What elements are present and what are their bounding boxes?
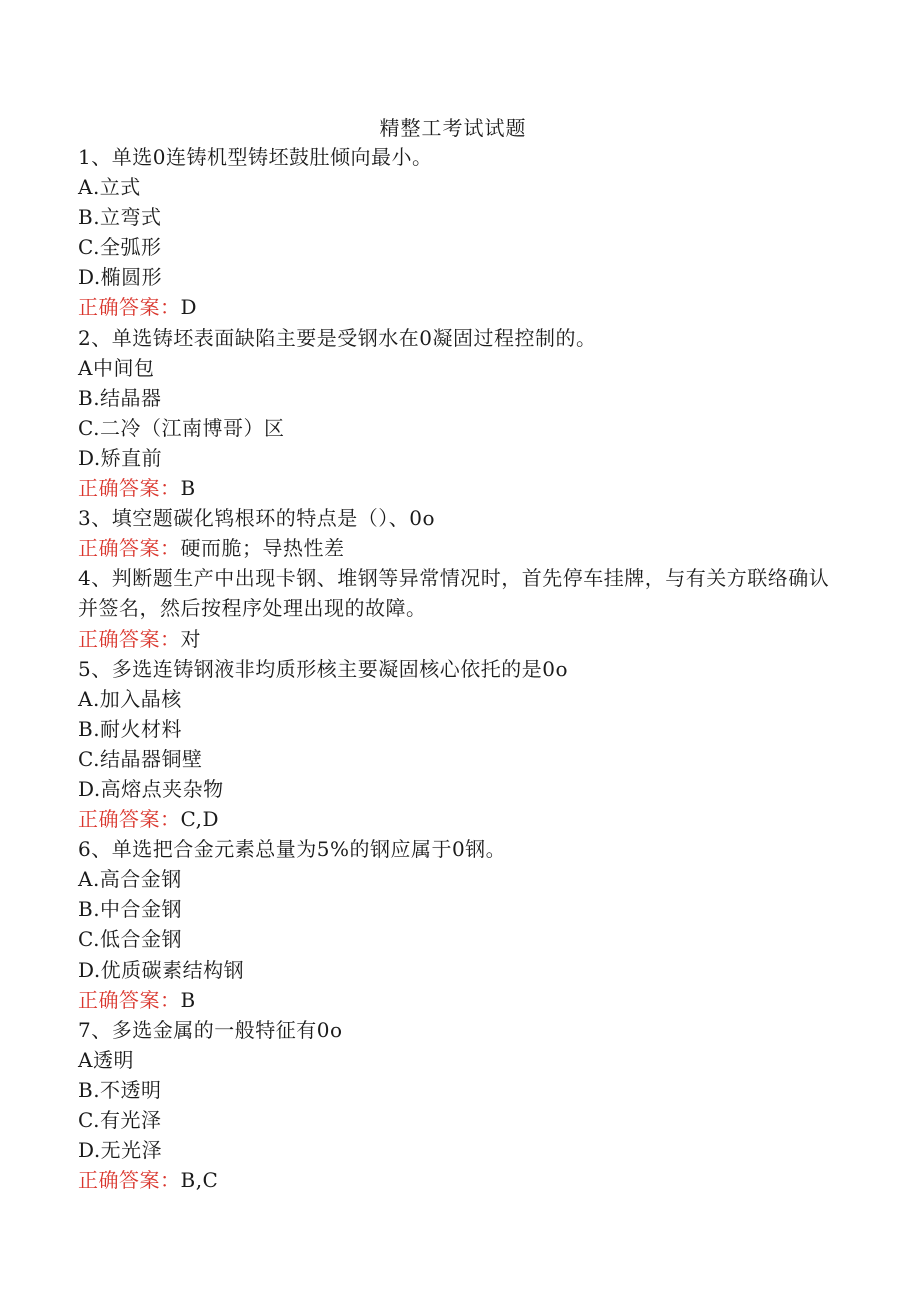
question-stem: 2、单选铸坯表面缺陷主要是受钢水在0凝固过程控制的。 xyxy=(78,325,597,350)
answer-value: 硬而脆；导热性差 xyxy=(180,536,345,561)
question-stem: 3、填空题碳化鸨根环的特点是（）、0o xyxy=(78,506,435,531)
option-d: D.矫直前 xyxy=(78,445,163,470)
answer-line xyxy=(78,804,838,834)
answer-line xyxy=(78,533,838,563)
answer-line xyxy=(78,624,838,654)
answer-value: B,C xyxy=(180,1168,219,1193)
answer-value: D xyxy=(180,295,198,320)
answer-value: C,D xyxy=(180,807,219,832)
option-c: C.有光泽 xyxy=(78,1108,162,1132)
answer-label: 正确答案： xyxy=(78,295,181,320)
answer-label: 正确答案： xyxy=(78,536,181,561)
answer-label: 正确答案： xyxy=(78,476,181,501)
page-title: 精整工考试试题 xyxy=(379,116,527,140)
question-list xyxy=(78,142,838,1195)
answer-line xyxy=(78,1165,838,1195)
option-b: B.立弯式 xyxy=(78,205,162,230)
answer-value: B xyxy=(180,476,196,501)
question-stem: 7、多选金属的一般特征有0o xyxy=(78,1017,343,1042)
option-a: A透明 xyxy=(78,1047,134,1072)
option-d: D.无光泽 xyxy=(78,1138,163,1163)
question-4 xyxy=(78,563,838,653)
answer-label: 正确答案： xyxy=(78,807,181,832)
option-c: C.全弧形 xyxy=(78,235,162,260)
option-c: C.结晶器铜壁 xyxy=(78,746,203,771)
option-a: A.高合金钢 xyxy=(78,867,182,892)
option-a: A.加入晶核 xyxy=(78,686,182,711)
answer-line xyxy=(78,473,838,503)
question-2 xyxy=(78,323,838,504)
question-1 xyxy=(78,142,838,323)
answer-label: 正确答案： xyxy=(78,987,181,1012)
question-7 xyxy=(78,1015,838,1196)
option-c: C.低合金钢 xyxy=(78,927,182,952)
question-stem: 6、单选把合金元素总量为5%的钢应属于0钢。 xyxy=(78,837,507,862)
option-b: B.不透明 xyxy=(78,1077,162,1102)
option-a: A中间包 xyxy=(78,355,155,380)
question-6 xyxy=(78,834,838,1015)
answer-label: 正确答案： xyxy=(78,1168,181,1193)
option-a: A.立式 xyxy=(78,175,141,200)
answer-value: B xyxy=(180,987,196,1012)
option-d: D.椭圆形 xyxy=(78,265,163,290)
option-d: D.高熔点夹杂物 xyxy=(78,776,224,801)
answer-value: 对 xyxy=(180,626,201,651)
question-stem: 4、判断题生产中出现卡钢、堆钢等异常情况时，首先停车挂牌，与有关方联络确认并签名，然后按程序处理出现的故障。 xyxy=(78,566,830,621)
question-5 xyxy=(78,654,838,835)
option-c: C.二冷（江南博哥）区 xyxy=(78,415,285,440)
option-b: B.结晶器 xyxy=(78,385,162,410)
answer-line xyxy=(78,985,838,1015)
option-d: D.优质碳素结构钢 xyxy=(78,957,245,982)
question-stem: 5、多选连铸钢液非均质形核主要凝固核心依托的是0o xyxy=(78,656,568,681)
answer-label: 正确答案： xyxy=(78,626,181,651)
answer-line xyxy=(78,292,838,322)
option-b: B.耐火材料 xyxy=(78,716,183,741)
question-stem: 1、单选0连铸机型铸坯鼓肚倾向最小。 xyxy=(78,145,433,169)
question-3 xyxy=(78,503,838,563)
option-b: B.中合金钢 xyxy=(78,897,183,922)
